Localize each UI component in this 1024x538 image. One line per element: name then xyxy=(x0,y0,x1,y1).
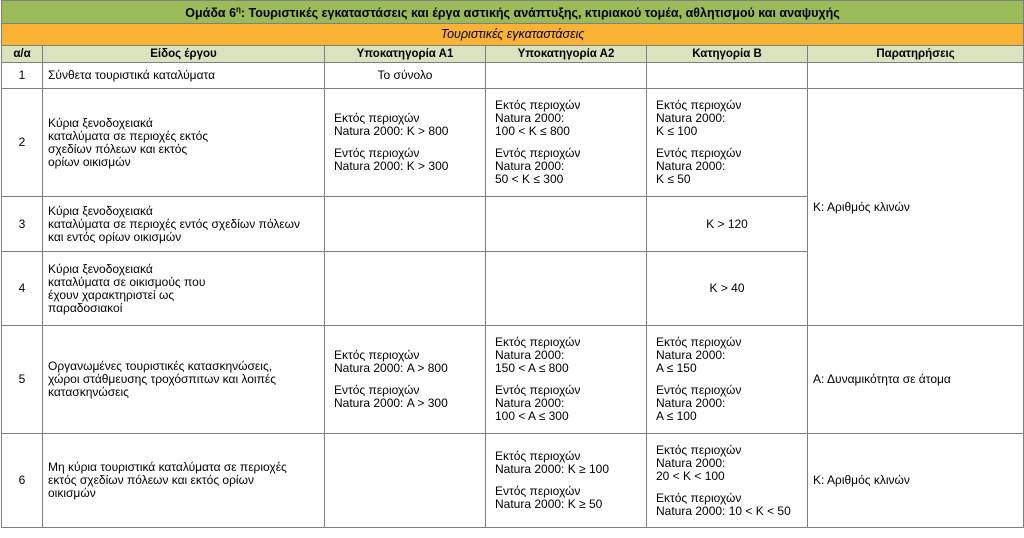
row-number: 2 xyxy=(2,89,43,197)
header-aa: α/α xyxy=(2,46,43,63)
category-b: Κ > 40 xyxy=(647,252,808,326)
row-number: 5 xyxy=(2,326,43,434)
category-b xyxy=(647,63,808,89)
project-type: Οργανωμένες τουριστικές κατασκηνώσεις, χώροι στάθμευσης τροχόσπιτων και λοιπές κατασκηνώσεις xyxy=(43,326,325,434)
classification-table xyxy=(1,0,1024,528)
subcat-a1 xyxy=(325,252,486,326)
row-number: 1 xyxy=(2,63,43,89)
header-row xyxy=(2,46,1024,63)
subcat-a1: Εκτός περιοχών Natura 2000: Κ > 800 Εντός περιοχών Natura 2000: Κ > 300 xyxy=(325,89,486,197)
row-number: 4 xyxy=(2,252,43,326)
subcat-a2: Εκτός περιοχών Natura 2000: 100 < Κ ≤ 800 Εντός περιοχών Natura 2000: 50 < Κ ≤ 300 xyxy=(486,89,647,197)
header-a1: Υποκατηγορία Α1 xyxy=(325,46,486,63)
row-number: 3 xyxy=(2,197,43,252)
project-type: Κύρια ξενοδοχειακά καταλύματα σε οικισμούς που έχουν χαρακτηριστεί ως παραδοσιακοί xyxy=(43,252,325,326)
subcat-a1: Εκτός περιοχών Natura 2000: Α > 800 Εντός περιοχών Natura 2000: Α > 300 xyxy=(325,326,486,434)
subcat-a1 xyxy=(325,197,486,252)
table-row xyxy=(2,89,1024,197)
notes: Α: Δυναμικότητα σε άτομα xyxy=(808,326,1024,434)
project-type: Κύρια ξενοδοχειακά καταλύματα σε περιοχές εντός σχεδίων πόλεων και εντός ορίων οικισμών xyxy=(43,197,325,252)
subcat-a2: Εκτός περιοχών Natura 2000: 150 < Α ≤ 800 Εντός περιοχών Natura 2000: 100 < Α ≤ 300 xyxy=(486,326,647,434)
notes: Κ: Αριθμός κλινών xyxy=(808,434,1024,528)
subcat-a2 xyxy=(486,63,647,89)
header-type: Είδος έργου xyxy=(43,46,325,63)
subcat-a1: Το σύνολο xyxy=(325,63,486,89)
project-type: Μη κύρια τουριστικά καταλύματα σε περιοχές εκτός σχεδίων πόλεων και εκτός ορίων οικισμών xyxy=(43,434,325,528)
table-row xyxy=(2,326,1024,434)
subcat-a2: Εκτός περιοχών Natura 2000: Κ ≥ 100 Εντός περιοχών Natura 2000: Κ ≥ 50 xyxy=(486,434,647,528)
notes-merged: Κ: Αριθμός κλινών xyxy=(808,89,1024,326)
category-b: Εκτός περιοχών Natura 2000: Α ≤ 150 Εντός περιοχών Natura 2000: Α ≤ 100 xyxy=(647,326,808,434)
subcat-a2 xyxy=(486,197,647,252)
group-title: Ομάδα $6^\eta$: Τουριστικές εγκαταστάσεις και έργα αστικής ανάπτυξης, κτιριακού τομέα, αθλητισμού και αναψυχής xyxy=(2,1,1024,24)
table-row xyxy=(2,434,1024,528)
category-b: Εκτός περιοχών Natura 2000: Κ ≤ 100 Εντός περιοχών Natura 2000: Κ ≤ 50 xyxy=(647,89,808,197)
project-type: Κύρια ξενοδοχειακά καταλύματα σε περιοχές εκτός σχεδίων πόλεων και εκτός ορίων οικισμών xyxy=(43,89,325,197)
table-row xyxy=(2,63,1024,89)
header-notes: Παρατηρήσεις xyxy=(808,46,1024,63)
row-number: 6 xyxy=(2,434,43,528)
category-b: Εκτός περιοχών Natura 2000: 20 < Κ < 100 Εκτός περιοχών Natura 2000: 10 < Κ < 50 xyxy=(647,434,808,528)
header-b: Κατηγορία Β xyxy=(647,46,808,63)
subcat-a1 xyxy=(325,434,486,528)
project-type: Σύνθετα τουριστικά καταλύματα xyxy=(43,63,325,89)
subcat-a2 xyxy=(486,252,647,326)
section-subtitle: Τουριστικές εγκαταστάσεις xyxy=(2,24,1024,46)
header-a2: Υποκατηγορία Α2 xyxy=(486,46,647,63)
notes xyxy=(808,63,1024,89)
category-b: Κ > 120 xyxy=(647,197,808,252)
